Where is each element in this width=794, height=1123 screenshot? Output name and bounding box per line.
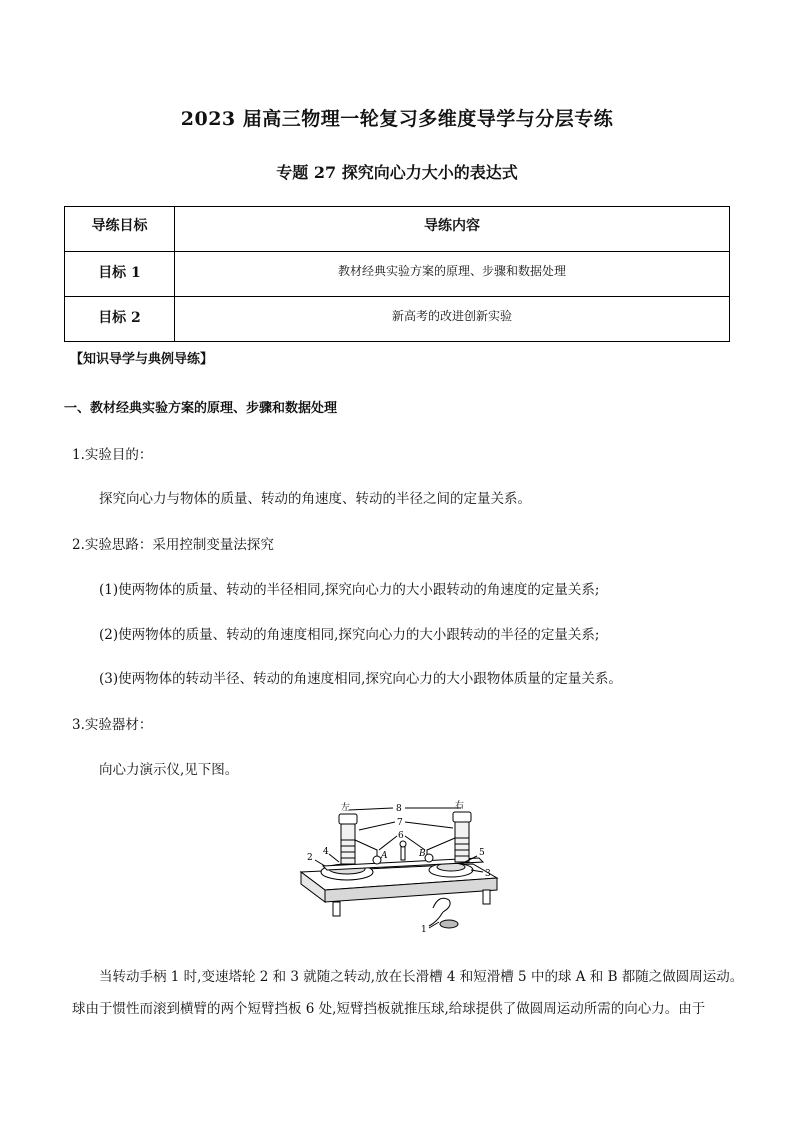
- table-row: [65, 297, 730, 342]
- goals-table-header: [65, 207, 730, 252]
- item1-heading: 1.实验目的：: [72, 447, 153, 463]
- item2-a: (1)使两物体的质量、转动的半径相同,探究向心力的大小跟转动的角速度的定量关系;: [99, 582, 600, 598]
- item2-b: (2)使两物体的质量、转动的角速度相同,探究向心力的大小跟转动的半径的定量关系;: [99, 627, 600, 643]
- label-1: 1: [421, 925, 427, 935]
- section-heading: 【知识导学与典例导练】: [70, 352, 214, 367]
- leader-8: [349, 808, 393, 810]
- label-5: 5: [479, 848, 485, 858]
- leader-7: [359, 822, 395, 830]
- label-3: 3: [485, 869, 491, 879]
- item1-text: 探究向心力与物体的质量、转动的角速度、转动的半径之间的定量关系。: [99, 491, 531, 507]
- document-title: 2023 届高三物理一轮复习多维度导学与分层专练: [180, 108, 614, 130]
- label-4: 4: [323, 847, 329, 857]
- leader-6: [379, 836, 397, 850]
- leg-left: [333, 902, 340, 916]
- label-7: 7: [397, 818, 403, 828]
- body-paragraph-line-2: 球由于惯性而滚到横臂的两个短臂挡板 6 处,短臂挡板就推压球,给球提供了做圆周运动所需的向心力。由于: [72, 1001, 706, 1017]
- label-b: B: [419, 849, 426, 859]
- body-paragraph-line-1: 当转动手柄 1 时,变速塔轮 2 和 3 就随之转动,放在长滑槽 4 和短滑槽 5 中的球 A 和 B 都随之做圆周运动。: [99, 969, 744, 985]
- item3-text: 向心力演示仪,见下图。: [99, 762, 239, 778]
- part1-heading: 一、教材经典实验方案的原理、步骤和数据处理: [64, 401, 338, 416]
- sleeve-right: [455, 816, 469, 862]
- label-6: 6: [398, 831, 404, 841]
- centripetal-force-apparatus-figure: [293, 800, 505, 940]
- crank-coil: [433, 898, 450, 912]
- item2-heading: 2.实验思路：采用控制变量法探究: [72, 537, 274, 553]
- leader-2: [315, 860, 325, 866]
- document-subtitle: 专题 27 探究向心力大小的表达式: [276, 163, 518, 182]
- leader-4: [329, 854, 339, 862]
- label-a: A: [381, 851, 388, 861]
- goal-cell: 目标 1: [65, 252, 175, 297]
- item3-heading: 3.实验器材：: [72, 717, 153, 733]
- lever-left: [355, 840, 377, 858]
- item2-c: (3)使两物体的转动半径、转动的角速度相同,探究向心力的大小跟物体质量的定量关系。: [99, 671, 622, 687]
- header-goal: 导练目标: [65, 207, 175, 252]
- crank-knob: [440, 920, 458, 928]
- label-left: 左: [341, 803, 351, 813]
- label-8: 8: [396, 804, 402, 814]
- label-right: 右: [455, 801, 465, 811]
- goals-table: [64, 206, 730, 342]
- label-2: 2: [307, 853, 313, 863]
- ball-a: [373, 856, 381, 864]
- leg-right: [483, 890, 490, 904]
- sleeve-left: [341, 818, 355, 864]
- table-row: [65, 252, 730, 297]
- goal-content-cell: 教材经典实验方案的原理、步骤和数据处理: [175, 252, 730, 297]
- header-content: 导练内容: [175, 207, 730, 252]
- ball-b: [425, 854, 433, 862]
- goal-cell: 目标 2: [65, 297, 175, 342]
- goal-content-cell: 新高考的改进创新实验: [175, 297, 730, 342]
- baffle: [401, 846, 405, 860]
